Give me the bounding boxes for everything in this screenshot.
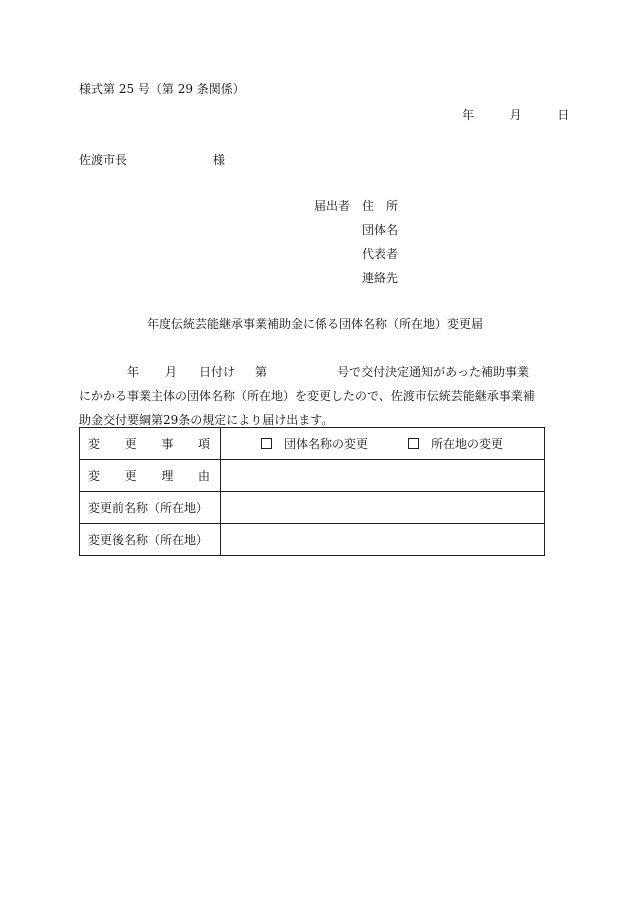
label-char: 由 [197, 469, 210, 483]
date-year: 年 [462, 108, 475, 122]
change-reason-field[interactable] [221, 460, 545, 492]
change-reason-label [80, 460, 221, 492]
body-month: 月 [165, 365, 178, 379]
applicant-representative-label: 代表者 [362, 247, 399, 261]
option-location-change[interactable] [408, 435, 503, 452]
addressee-suffix: 様 [213, 153, 226, 167]
option-name-change[interactable] [261, 435, 368, 452]
body-year: 年 [127, 365, 140, 379]
body-date-suffix: 日付け [199, 365, 236, 379]
checkbox-icon[interactable] [408, 438, 419, 449]
label-char: 項 [197, 437, 210, 451]
date-day: 日 [557, 108, 570, 122]
body-paragraph [79, 360, 549, 432]
date-month: 月 [509, 108, 522, 122]
body-number-prefix: 第 [255, 365, 268, 379]
document-title: 年度伝統芸能継承事業補助金に係る団体名称（所在地）変更届 [146, 317, 483, 331]
table-row [80, 460, 545, 492]
table-row [80, 524, 545, 556]
change-item-label [80, 428, 221, 460]
applicant-address-label: 住 所 [362, 199, 399, 213]
body-line-1-rest: 号で交付決定通知があった補助事業 [337, 365, 529, 379]
label-char: 変 [88, 437, 101, 451]
addressee [79, 151, 225, 168]
after-name-label: 変更後名称（所在地） [80, 524, 221, 556]
table-row [80, 492, 545, 524]
before-name-field[interactable] [221, 492, 545, 524]
change-item-options [221, 428, 545, 460]
addressee-name: 佐渡市長 [79, 153, 128, 167]
after-name-field[interactable] [221, 524, 545, 556]
label-char: 理 [161, 469, 174, 483]
date-line [462, 106, 569, 123]
before-name-label: 変更前名称（所在地） [80, 492, 221, 524]
label-char: 更 [124, 469, 137, 483]
label-char: 変 [88, 469, 101, 483]
body-line-2: にかかる事業主体の団体名称（所在地）を変更したので、佐渡市伝統芸能継承事業補 [79, 389, 535, 403]
change-details-table [79, 427, 545, 556]
label-char: 事 [161, 437, 174, 451]
option-name-change-label: 団体名称の変更 [284, 437, 369, 451]
label-char: 更 [124, 437, 137, 451]
checkbox-icon[interactable] [261, 438, 272, 449]
body-line-3: 助金交付要綱第29条の規定により届け出ます。 [79, 413, 334, 427]
applicant-group-name-label: 団体名 [362, 223, 399, 237]
applicant-label: 届出者 [314, 199, 351, 213]
option-location-change-label: 所在地の変更 [431, 437, 504, 451]
body-line-1 [79, 360, 549, 384]
applicant-contact-label: 連絡先 [362, 271, 399, 285]
table-row [80, 428, 545, 460]
form-number: 様式第 25 号（第 29 条関係） [79, 82, 245, 96]
